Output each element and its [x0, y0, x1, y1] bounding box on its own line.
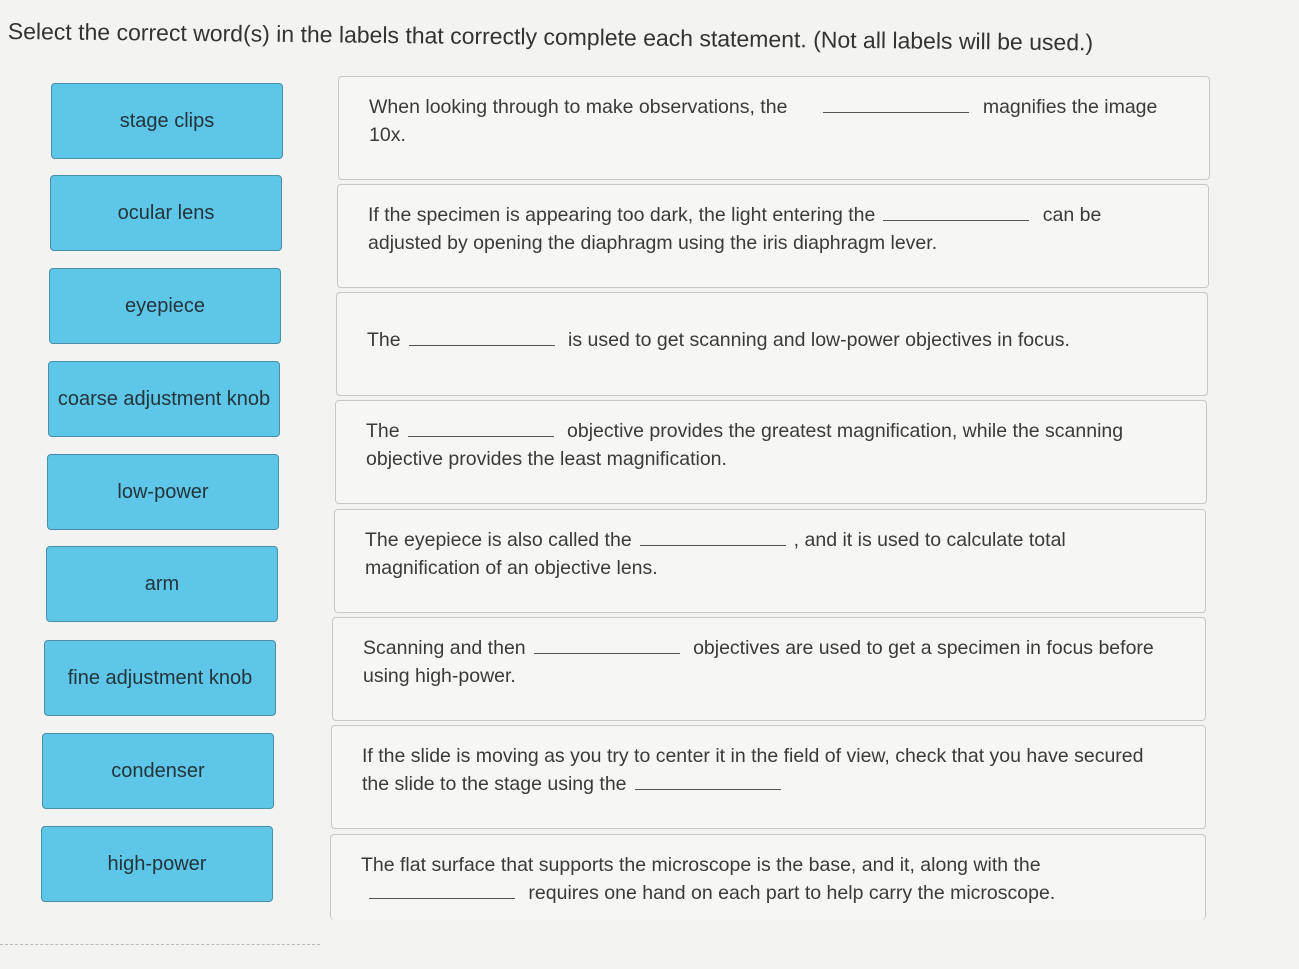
answer-blank-4[interactable]: [408, 418, 554, 437]
label-condenser[interactable]: condenser: [42, 733, 274, 809]
statement-3: The is used to get scanning and low-power objectives in focus.: [336, 292, 1208, 396]
label-fine-adjustment-knob[interactable]: fine adjustment knob: [44, 640, 276, 716]
statement-1: When looking through to make observations, the magnifies the image 10x.: [338, 76, 1210, 180]
label-ocular-lens[interactable]: ocular lens: [50, 175, 282, 251]
label-high-power[interactable]: high-power: [41, 826, 273, 902]
answer-blank-3[interactable]: [409, 327, 555, 346]
answer-blank-7[interactable]: [635, 771, 781, 790]
answer-blank-1[interactable]: [823, 94, 969, 113]
statement-7: If the slide is moving as you try to center it in the field of view, check that you have secured the slide to the stage using the: [331, 725, 1206, 829]
answer-blank-8[interactable]: [369, 880, 515, 899]
label-low-power[interactable]: low-power: [47, 454, 279, 530]
statement-4: The objective provides the greatest magnification, while the scanning objective provides the least magnification.: [335, 400, 1207, 504]
label-arm[interactable]: arm: [46, 546, 278, 622]
answer-blank-6[interactable]: [534, 635, 680, 654]
label-eyepiece[interactable]: eyepiece: [49, 268, 281, 344]
label-stage-clips[interactable]: stage clips: [51, 83, 283, 159]
answer-blank-5[interactable]: [640, 527, 786, 546]
instructions-text: Select the correct word(s) in the labels that correctly complete each statement. (Not all labels will be used.): [7, 18, 1094, 56]
label-coarse-adjustment-knob[interactable]: coarse adjustment knob: [48, 361, 280, 437]
divider: [0, 944, 320, 945]
statement-2: If the specimen is appearing too dark, the light entering the can be adjusted by opening the diaphragm using the iris diaphragm lever.: [337, 184, 1209, 288]
statement-5: The eyepiece is also called the , and it is used to calculate total magnification of an objective lens.: [334, 509, 1206, 613]
statement-8: The flat surface that supports the microscope is the base, and it, along with the requires one hand on each part to help carry the microscope.: [330, 834, 1206, 920]
statement-6: Scanning and then objectives are used to get a specimen in focus before using high-power.: [332, 617, 1206, 721]
answer-blank-2[interactable]: [883, 202, 1029, 221]
